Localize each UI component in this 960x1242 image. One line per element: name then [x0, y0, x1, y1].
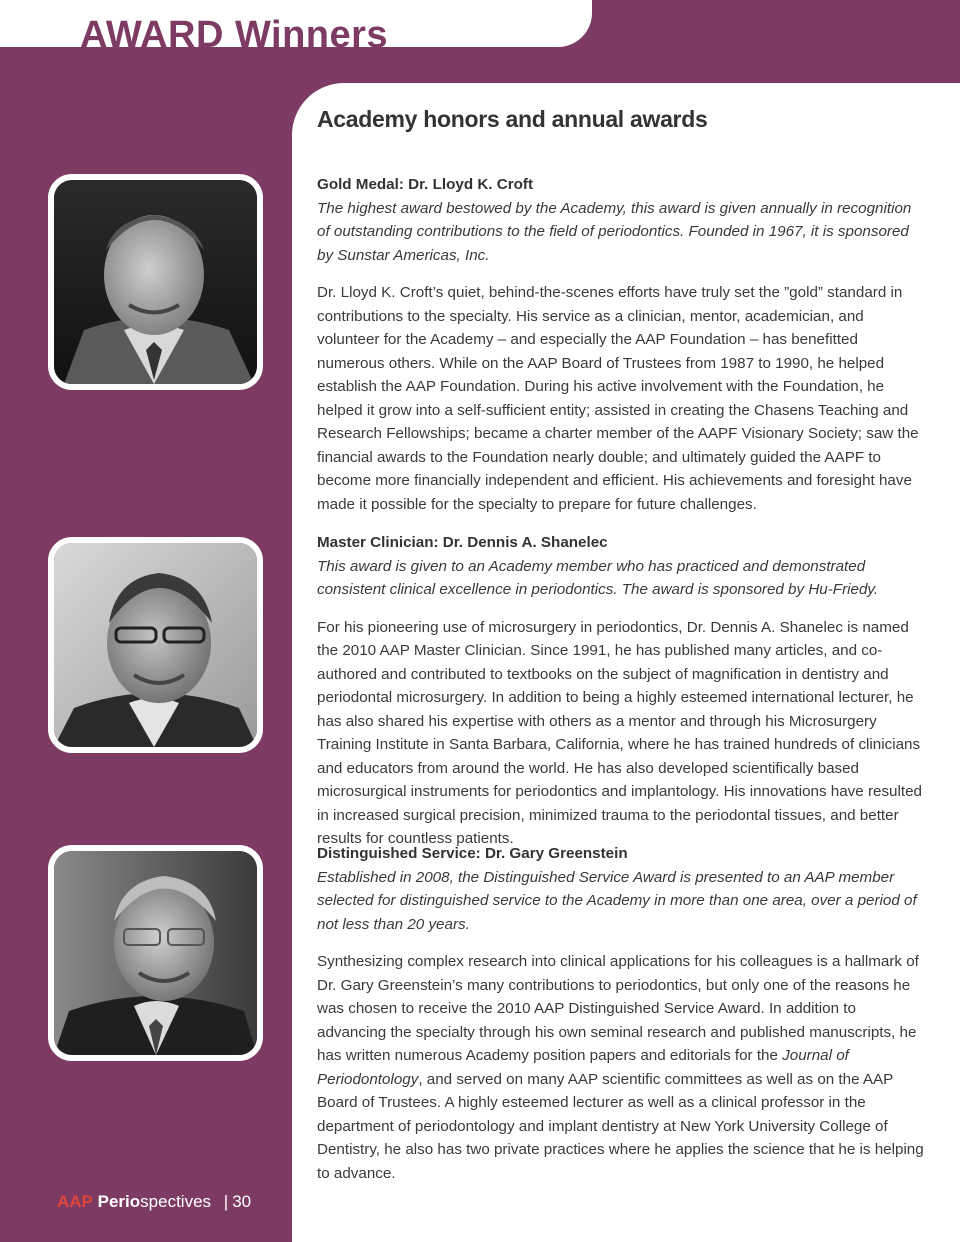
- award-title: Gold Medal: Dr. Lloyd K. Croft: [317, 176, 533, 193]
- award-body: Dr. Lloyd K. Croft’s quiet, behind-the-scenes efforts have truly set the ”gold” standard in contributions to the specialty. His service as a clinician, mentor, academician, and volunteer for the Academy – and especially the AAP Foundation – has benefitted numerous others. While on the AAP Board of Trustees from 1987 to 1990, he helped establish the AAP Foundation. During his active involvement with the Foundation, he helped it grow into a self-sufficient entity; assisted in creating the Chasens Teaching and Research Fellowships; became a charter member of the AAPF Visionary Society; saw the financial awards to the Foundation nearly double; and ultimately guided the AAPF to become more financially independent and efficient. His achievements and foresight have made it possible for the specialty to prepare for future challenges.: [317, 284, 919, 513]
- page-footer: [57, 1192, 251, 1212]
- portrait-gary-greenstein: [48, 845, 263, 1061]
- journal-name: Journal of Periodontology: [317, 1047, 849, 1088]
- award-gold-medal: [317, 173, 927, 516]
- award-master-clinician: [317, 531, 927, 851]
- brand-spectives: spectives: [140, 1192, 212, 1211]
- footer-separator: |: [223, 1192, 229, 1211]
- brand-perio: Perio: [97, 1192, 141, 1211]
- award-body-text: , and served on many AAP scientific committees as well as on the AAP Board of Trustees. A highly esteemed lecturer as well as a clinical professor in the department of periodontology and implant dentistry at New York University College of Dentistry, he also has two private practices where he applies the science that he is helping to advance.: [317, 1070, 924, 1182]
- award-intro: The highest award bestowed by the Academy, this award is given annually in recognition of outstanding contributions to the field of periodontics. Founded in 1967, it is sponsored by Sunstar Americas, Inc.: [317, 199, 912, 264]
- award-distinguished-service: [317, 842, 927, 1185]
- award-intro: This award is given to an Academy member who has practiced and demonstrated consistent clinical excellence in periodontics. The award is sponsored by Hu-Friedy.: [317, 557, 879, 598]
- award-body: For his pioneering use of microsurgery in periodontics, Dr. Dennis A. Shanelec is named the 2010 AAP Master Clinician. Since 1991, he has published many articles, and co-authored and contributed to textbooks on the subject of magnification in dentistry and periodontal microsurgery. In addition to being a highly esteemed international lecturer, he has also shared his expertise with others as a mentor and through his Microsurgery Training Institute in Santa Barbara, California, where he has trained hundreds of clinicians and educators from around the world. He has also developed scientifically based microsurgical instruments for periodontics and implantology. His innovations have resulted in increased surgical precision, minimized trauma to the periodontal tissues, and better results for countless patients.: [317, 618, 922, 847]
- brand-aap: AAP: [57, 1192, 93, 1211]
- section-heading: Academy honors and annual awards: [317, 106, 708, 132]
- header-tab: [0, 0, 592, 47]
- award-title: Master Clinician: Dr. Dennis A. Shanelec: [317, 534, 608, 551]
- page-title: AWARD Winners: [80, 14, 389, 47]
- portrait-lloyd-croft: [48, 174, 263, 390]
- page-number: 30: [232, 1192, 252, 1211]
- award-body: [317, 950, 927, 1185]
- award-intro: Established in 2008, the Distinguished Service Award is presented to an AAP member selected for distinguished service to the Academy in more than one area, over a period of not less than 20 years.: [317, 868, 917, 933]
- award-body-text: Synthesizing complex research into clinical applications for his colleagues is a hallmark of Dr. Gary Greenstein’s many contributions to periodontics, but only one of the reasons he was chosen to receive the 2010 AAP Distinguished Service Award. In addition to advancing the specialty through his own seminal research and published manuscripts, he has written numerous Academy position papers and editorials for the: [317, 953, 919, 1064]
- portrait-dennis-shanelec: [48, 537, 263, 753]
- award-title: Distinguished Service: Dr. Gary Greenstein: [317, 845, 628, 862]
